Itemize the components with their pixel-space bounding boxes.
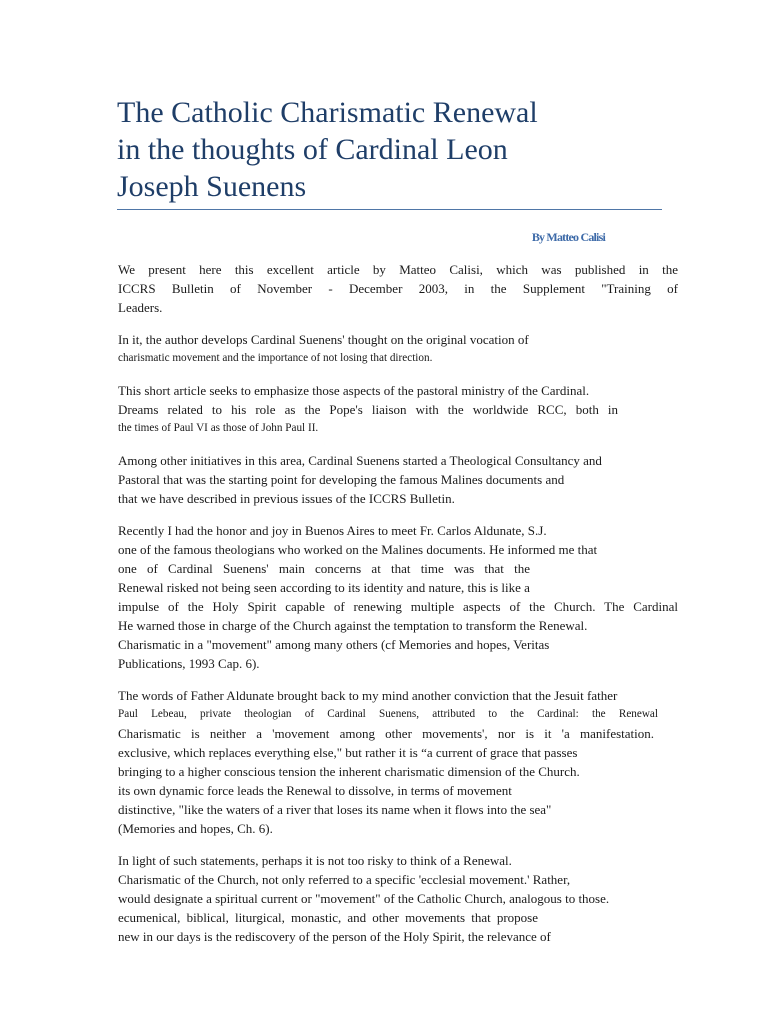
text-line: Renewal risked not being seen according to its identity and nature, this is like a [118, 580, 530, 595]
text-line: ecumenical, biblical, liturgical, monastic, and other movements that propose [118, 910, 538, 925]
text-line: one of Cardinal Suenens' main concerns at that time was that the [118, 561, 530, 576]
text-line: bringing to a higher conscious tension the inherent charismatic dimension of the Church. [118, 764, 580, 779]
text-line: The words of Father Aldunate brought back to my mind another conviction that the Jesuit father [118, 688, 618, 703]
text-line: Among other initiatives in this area, Cardinal Suenens started a Theological Consultancy and [118, 453, 602, 468]
author-byline: By Matteo Calisi [531, 230, 605, 244]
text-line: Leaders. [118, 300, 163, 315]
text-line: one of the famous theologians who worked on the Malines documents. He informed me that [118, 542, 598, 557]
paragraph-malines [118, 451, 678, 508]
paragraph-intro [118, 260, 678, 317]
text-line: Dreams related to his role as the Pope's liaison with the worldwide RCC, both in [118, 402, 618, 417]
title-line: The Catholic Charismatic Renewal [117, 96, 538, 129]
title-divider [117, 209, 662, 210]
text-line: ICCRS Bulletin of November - December 2003, in the Supplement "Training of [118, 281, 678, 296]
text-line: Charismatic of the Church, not only referred to a specific 'ecclesial movement.' Rather, [118, 872, 571, 887]
text-line: Recently I had the honor and joy in Buenos Aires to meet Fr. Carlos Aldunate, S.J. [118, 523, 547, 538]
text-line: new in our days is the rediscovery of the person of the Holy Spirit, the relevance of [118, 929, 551, 944]
article-title [117, 94, 677, 205]
text-line: In it, the author develops Cardinal Suenens' thought on the original vocation of [118, 332, 529, 347]
text-line: its own dynamic force leads the Renewal to dissolve, in terms of movement [118, 783, 512, 798]
text-line: (Memories and hopes, Ch. 6). [118, 821, 273, 836]
text-line: charismatic movement and the importance of not losing that direction. [118, 352, 433, 364]
text-line: would designate a spiritual current or "movement" of the Catholic Church, analogous to those. [118, 891, 610, 906]
paragraph-vocation [118, 330, 678, 368]
text-line: Charismatic in a "movement" among many others (cf Memories and hopes, Veritas [118, 637, 550, 652]
text-line: the times of Paul VI as those of John Paul II. [118, 422, 319, 434]
paragraph-aldunate [118, 521, 678, 673]
text-line: impulse of the Holy Spirit capable of renewing multiple aspects of the Church. The Cardinal [118, 599, 678, 614]
text-line: Charismatic is neither a 'movement among other movements', nor is it 'a manifestation. [118, 726, 654, 741]
text-line: In light of such statements, perhaps it is not too risky to think of a Renewal. [118, 853, 512, 868]
text-line: We present here this excellent article by Matteo Calisi, which was published in the [118, 262, 678, 277]
title-line: Joseph Suenens [117, 170, 307, 203]
text-line: This short article seeks to emphasize those aspects of the pastoral ministry of the Cardinal. [118, 383, 590, 398]
article-body [118, 260, 678, 959]
paragraph-lebeau [118, 686, 678, 838]
text-line: He warned those in charge of the Church against the temptation to transform the Renewal. [118, 618, 588, 633]
text-line: Paul Lebeau, private theologian of Cardinal Suenens, attributed to the Cardinal: the Renewal [118, 708, 658, 720]
paragraph-current [118, 851, 678, 946]
title-line: in the thoughts of Cardinal Leon [117, 133, 508, 166]
text-line: that we have described in previous issues of the ICCRS Bulletin. [118, 491, 455, 506]
text-line: Publications, 1993 Cap. 6). [118, 656, 260, 671]
text-line: Pastoral that was the starting point for developing the famous Malines documents and [118, 472, 565, 487]
paragraph-pastoral [118, 381, 678, 438]
text-line: distinctive, "like the waters of a river that loses its name when it flows into the sea" [118, 802, 552, 817]
text-line: exclusive, which replaces everything else," but rather it is “a current of grace that passes [118, 745, 578, 760]
